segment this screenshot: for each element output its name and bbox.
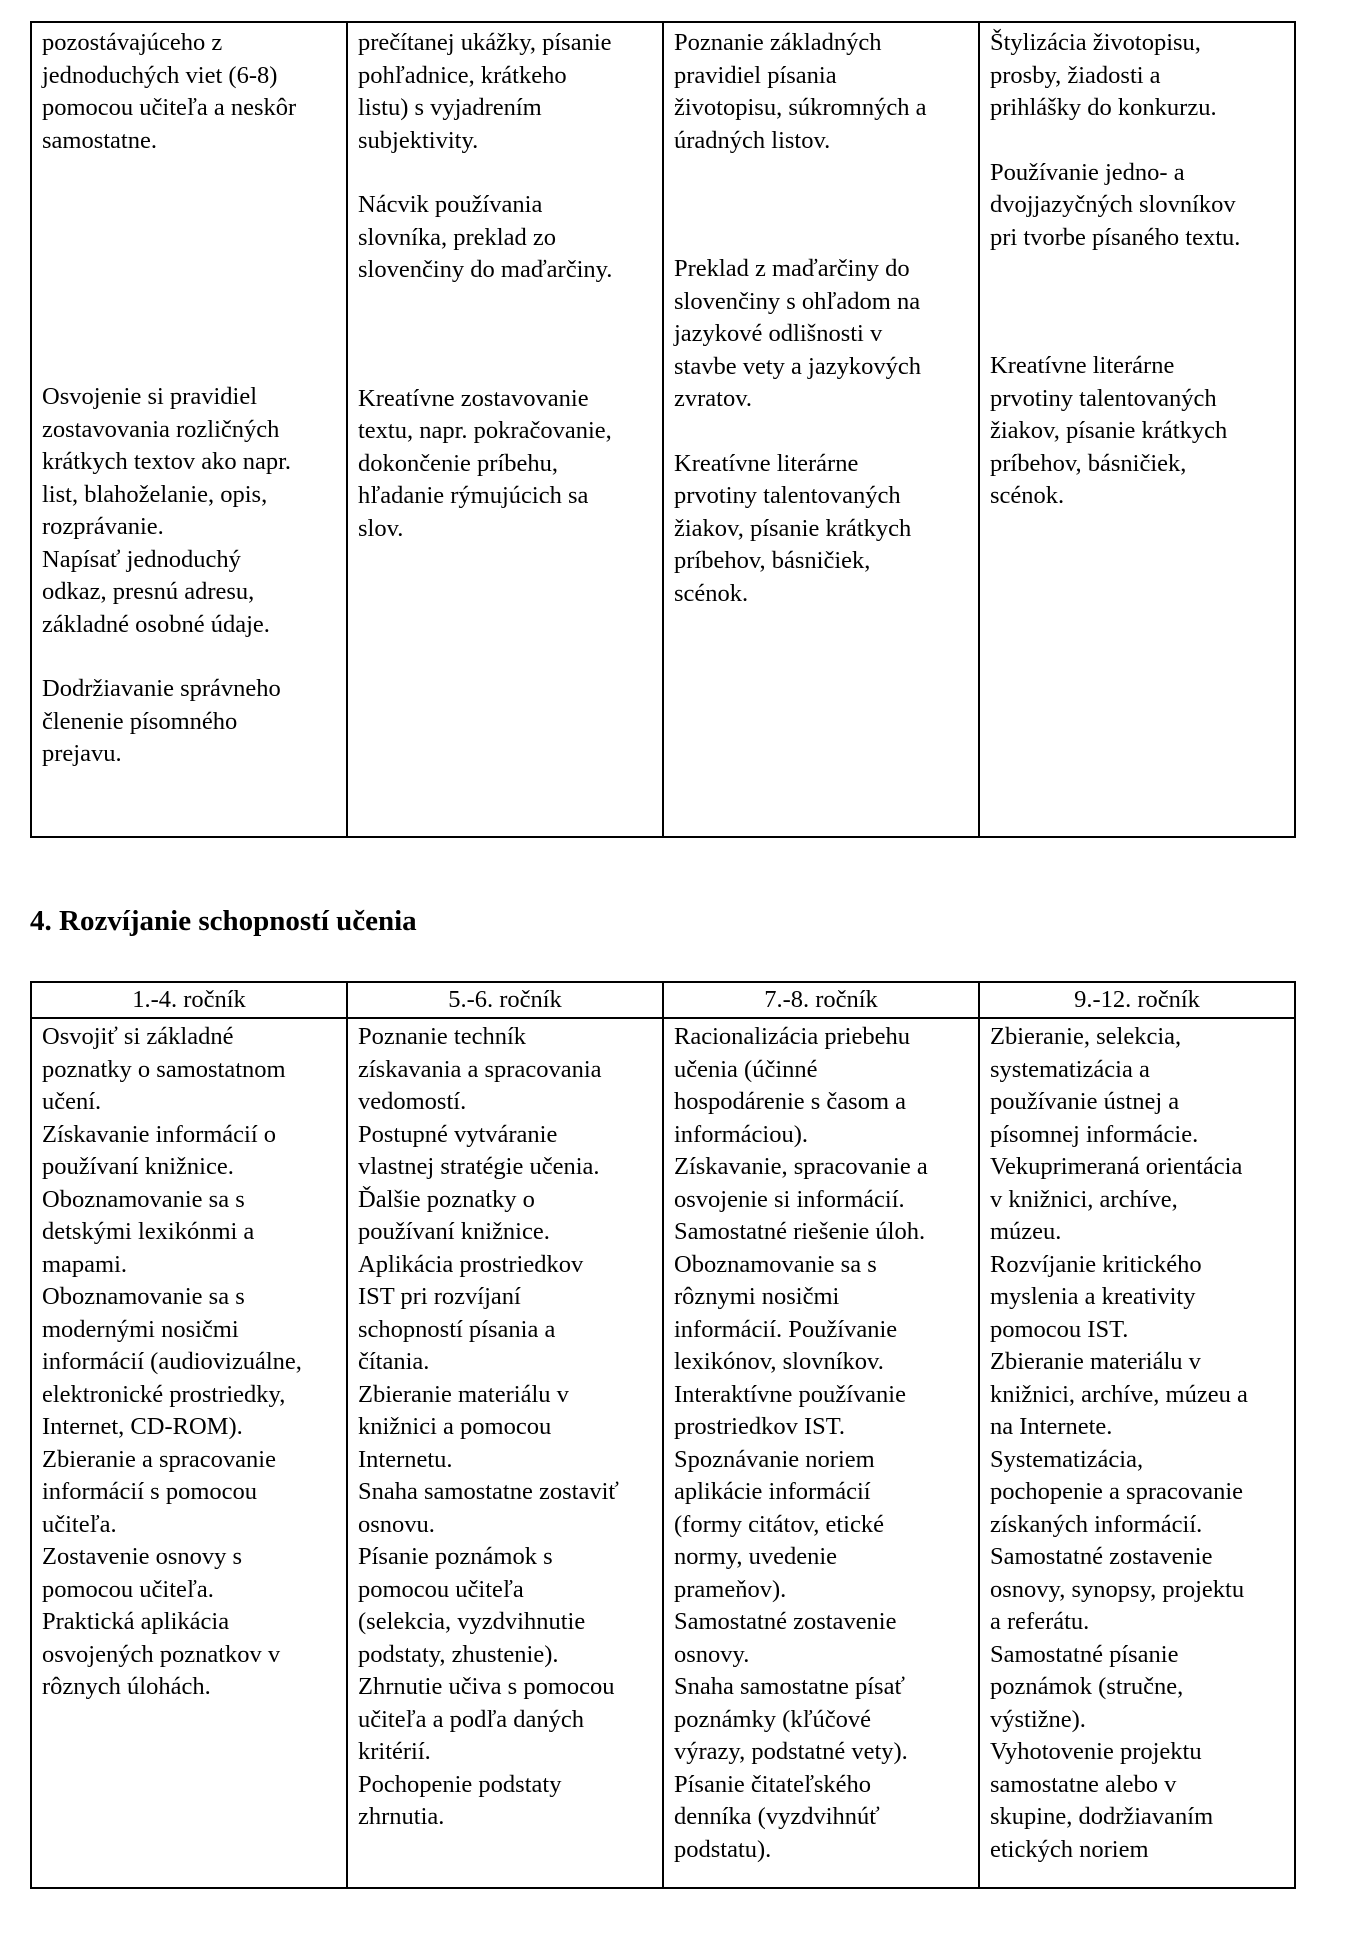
cell-text: Získavanie informácií o používaní knižnice.	[42, 1120, 277, 1180]
cell-text: Osvojenie si pravidiel zostavovania rozličných krátkych textov ako napr. list, blahoželanie, opis, rozprávanie.	[42, 383, 292, 540]
column-header: 1.-4. ročník	[31, 982, 347, 1018]
cell-text: Oboznamovanie sa s detskými lexikónmi a mapami.	[42, 1185, 255, 1278]
cell-text: Vyhotovenie projektu samostatne alebo v skupine, dodržiavaním etických noriem	[990, 1738, 1214, 1863]
cell-text: Získavanie, spracovanie a osvojenie si informácií.	[674, 1153, 928, 1213]
section-title: 4. Rozvíjanie schopností učenia	[30, 905, 417, 937]
cell-text: Pochopenie podstaty zhrnutia.	[358, 1770, 562, 1830]
cell-text: Aplikácia prostriedkov IST pri rozvíjaní schopností písania a čítania.	[358, 1250, 584, 1375]
cell-text: prečítanej ukážky, písanie pohľadnice, krátkeho listu) s vyjadrením subjektivity.	[358, 29, 612, 154]
top-cell-col2	[347, 22, 663, 837]
cell-text: Snaha samostatne písať poznámky (kľúčové výrazy, podstatné vety).	[674, 1673, 908, 1765]
cell-text: Racionalizácia priebehu učenia (účinné hospodárenie s časom a informáciou).	[674, 1023, 911, 1148]
top-cell-col4	[979, 22, 1295, 837]
cell-text: Dodržiavanie správneho členenie písomného prejavu.	[42, 675, 281, 767]
column-header: 7.-8. ročník	[663, 982, 979, 1018]
cell-text: Písanie poznámok s pomocou učiteľa (selekcia, vyzdvihnutie podstaty, zhustenie).	[358, 1543, 586, 1668]
cell-text: Kreatívne literárne prvotiny talentovaných žiakov, písanie krátkych príbehov, básničiek, scénok.	[990, 352, 1228, 509]
cell-text: Napísať jednoduchý odkaz, presnú adresu, základné osobné údaje.	[42, 545, 270, 638]
cell-text: Preklad z maďarčiny do slovenčiny s ohľadom na jazykové odlišnosti v stavbe vety a jazykových zvratov.	[674, 255, 921, 412]
cell-text: Rozvíjanie kritického myslenia a kreativity pomocou IST.	[990, 1250, 1202, 1343]
cell-text: Zbieranie, selekcia, systematizácia a používanie ústnej a písomnej informácie.	[990, 1023, 1199, 1148]
cell-text: Štylizácia životopisu, prosby, žiadosti a prihlášky do konkurzu.	[990, 29, 1217, 121]
cell-text: Poznanie základných pravidiel písania životopisu, súkromných a úradných listov.	[674, 29, 927, 154]
cell-text: Spoznávanie noriem aplikácie informácií (formy citátov, etické normy, uvedenie prameňov).	[674, 1445, 884, 1603]
cell-text: Poznanie techník získavania a spracovania vedomostí.	[358, 1023, 602, 1115]
cell-text: Oboznamovanie sa s rôznymi nosičmi informácií. Používanie lexikónov, slovníkov.	[674, 1250, 898, 1375]
cell-text: Samostatné písanie poznámok (stručne, výstižne).	[990, 1640, 1184, 1733]
bottom-cell-col3	[663, 1018, 979, 1888]
cell-text: Postupné vytváranie vlastnej stratégie učenia.	[358, 1120, 600, 1180]
body-row	[31, 1018, 1295, 1888]
cell-text: Písanie čitateľského denníka (vyzdvihnúť podstatu).	[674, 1770, 880, 1863]
cell-text: Praktická aplikácia osvojených poznatkov v rôznych úlohách.	[42, 1608, 281, 1700]
top-table-row	[31, 22, 1295, 837]
cell-text: Zostavenie osnovy s pomocou učiteľa.	[42, 1543, 243, 1603]
top-table	[30, 21, 1296, 838]
column-header: 9.-12. ročník	[979, 982, 1295, 1018]
cell-text: Kreatívne zostavovanie textu, napr. pokračovanie, dokončenie príbehu, hľadanie rýmujúcich sa slov.	[358, 384, 612, 542]
header-row	[31, 982, 1295, 1018]
cell-text: Používanie jedno- a dvojjazyčných slovníkov pri tvorbe písaného textu.	[990, 158, 1241, 251]
cell-text: Zhrnutie učiva s pomocou učiteľa a podľa daných kritérií.	[358, 1673, 615, 1765]
top-cell-col3	[663, 22, 979, 837]
cell-text: Zbieranie a spracovanie informácií s pomocou učiteľa.	[42, 1445, 276, 1538]
bottom-table	[30, 981, 1296, 1889]
column-header: 5.-6. ročník	[347, 982, 663, 1018]
cell-text: pozostávajúceho z jednoduchých viet (6-8) pomocou učiteľa a neskôr samostatne.	[42, 29, 297, 154]
cell-text: Systematizácia, pochopenie a spracovanie získaných informácií.	[990, 1445, 1244, 1538]
top-cell-col1	[31, 22, 347, 837]
bottom-cell-col4	[979, 1018, 1295, 1888]
cell-text: Osvojiť si základné poznatky o samostatnom učení.	[42, 1023, 286, 1115]
bottom-cell-col1	[31, 1018, 347, 1888]
cell-text: Interaktívne používanie prostriedkov IST.	[674, 1380, 906, 1440]
cell-text: Samostatné zostavenie osnovy.	[674, 1608, 897, 1668]
cell-text: Vekuprimeraná orientácia v knižnici, archíve, múzeu.	[990, 1153, 1243, 1245]
cell-text: Nácvik používania slovníka, preklad zo slovenčiny do maďarčiny.	[358, 191, 613, 283]
cell-text: Samostatné zostavenie osnovy, synopsy, projektu a referátu.	[990, 1543, 1245, 1635]
cell-text: Snaha samostatne zostaviť osnovu.	[358, 1478, 619, 1538]
cell-text: Zbieranie materiálu v knižnici a pomocou Internetu.	[358, 1380, 569, 1473]
bottom-cell-col2	[347, 1018, 663, 1888]
cell-text: Oboznamovanie sa s modernými nosičmi informácií (audiovizuálne, elektronické prostriedky, Internet, CD-ROM).	[42, 1283, 302, 1440]
cell-text: Samostatné riešenie úloh.	[674, 1218, 926, 1245]
cell-text: Zbieranie materiálu v knižnici, archíve, múzeu a na Internete.	[990, 1348, 1248, 1440]
cell-text: Kreatívne literárne prvotiny talentovaných žiakov, písanie krátkych príbehov, básničiek, scénok.	[674, 449, 912, 607]
cell-text: Ďalšie poznatky o používaní knižnice.	[358, 1185, 550, 1245]
